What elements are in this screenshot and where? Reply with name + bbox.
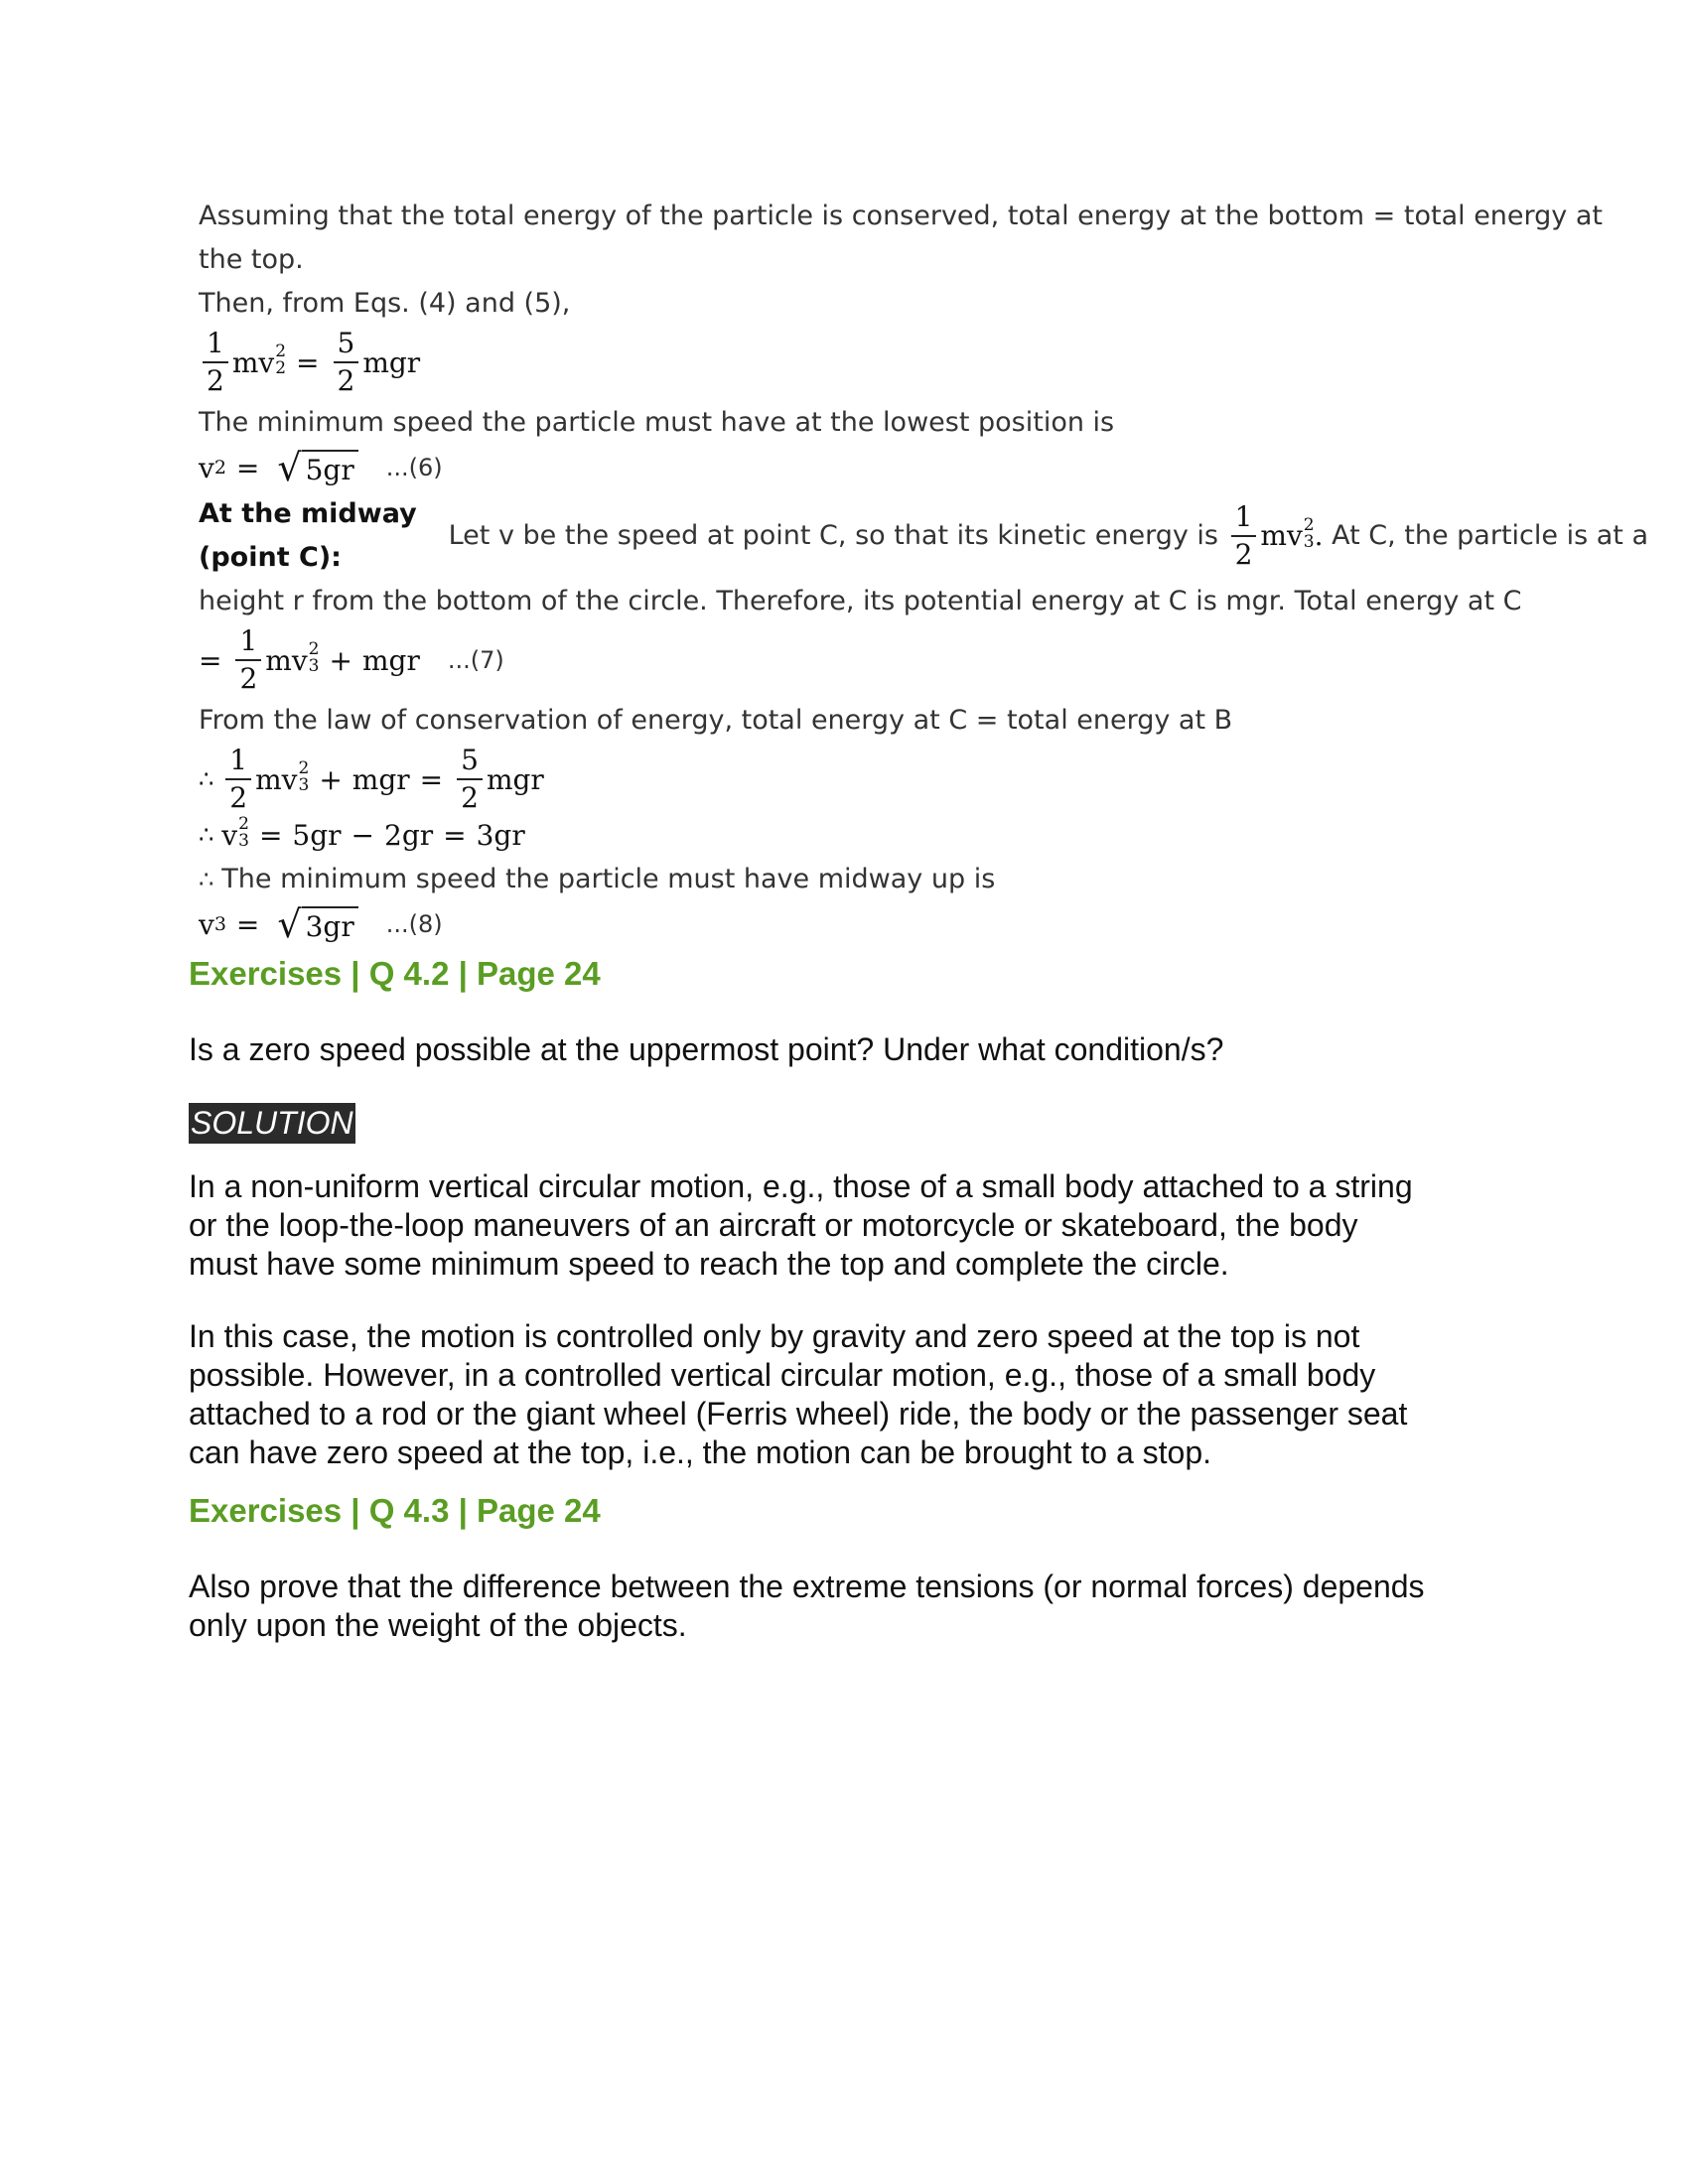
answer-paragraph-1: In a non-uniform vertical circular motion, e.g., those of a small body attached to a string or the loop-the-loop maneuvers of an aircraft or motorcycle or skateboard, the body must have some minimum speed to reach the top and complete the circle. [189,1168,1413,1282]
paragraph-energy-conserved: Assuming that the total energy of the particle is conserved, total energy at the bottom = total energy at the top. [199,201,1603,275]
heading-q42[interactable]: Exercises | Q 4.2 | Page 24 [189,955,601,992]
fraction-five-halves: $\frac{5}{2}$ [334,330,359,395]
equation-number-7: ...(7) [447,646,504,674]
equation-conservation-c-b: ∴ $\frac{1}{2}$ mv 2 3 + mgr = $\frac{5}{2}$ mgr [199,744,544,814]
paragraph-midway: At the midway (point C): Let v be the speed at point C, so that its kinetic energy is $\frac{1}{2}$ mv 2 3 . At C, the particle is at a [199,498,1648,573]
question-q43: Also prove that the difference between the extreme tensions (or normal forces) depends only upon the weight of the objects. [189,1569,1425,1643]
question-q42: Is a zero speed possible at the uppermost point? Under what condition/s? [189,1031,1224,1067]
answer-paragraph-2: In this case, the motion is controlled only by gravity and zero speed at the top is not possible. However, in a controlled vertical circular motion, e.g., those of a small body attached to a rod or the giant wheel (Ferris wheel) ride, the body or the passenger seat can have zero speed at the top, i.e., the motion can be brought to a stop. [189,1318,1408,1470]
sqrt-5gr: √ 5gr [277,449,357,486]
equation-number-8: ...(8) [385,910,443,938]
equation-energy-balance: $\frac{1}{2}$ mv 2 2 = $\frac{5}{2}$ mgr [199,330,1648,395]
equation-7: = $\frac{1}{2}$ mv 2 3 + mgr ...(7) [199,624,504,695]
fraction-half: $\frac{1}{2}$ [203,330,228,395]
paragraph-from-eqs: Then, from Eqs. (4) and (5), [199,288,571,319]
sqrt-3gr: √ 3gr [277,905,357,943]
solution-label-q42[interactable]: SOLUTION [189,1103,355,1144]
paragraph-min-speed-lowest: The minimum speed the particle must have at the lowest position is [199,407,1115,438]
equation-number-6: ...(6) [385,454,443,481]
heading-q43[interactable]: Exercises | Q 4.3 | Page 24 [189,1492,601,1529]
paragraph-height-r: height r from the bottom of the circle. Therefore, its potential energy at C is mgr. Total energy at C [199,586,1522,616]
equation-6: v 2 = √ 5gr ...(6) [199,446,443,489]
paragraph-conservation: From the law of conservation of energy, total energy at C = total energy at B [199,705,1233,736]
paragraph-min-speed-midway: ∴ The minimum speed the particle must have midway up is [199,864,996,894]
equation-8: v 3 = √ 3gr ...(8) [199,902,443,946]
equation-v3-squared: ∴ v 2 3 = 5gr − 2gr = 3gr [199,814,525,852]
document-page [189,195,1648,1645]
